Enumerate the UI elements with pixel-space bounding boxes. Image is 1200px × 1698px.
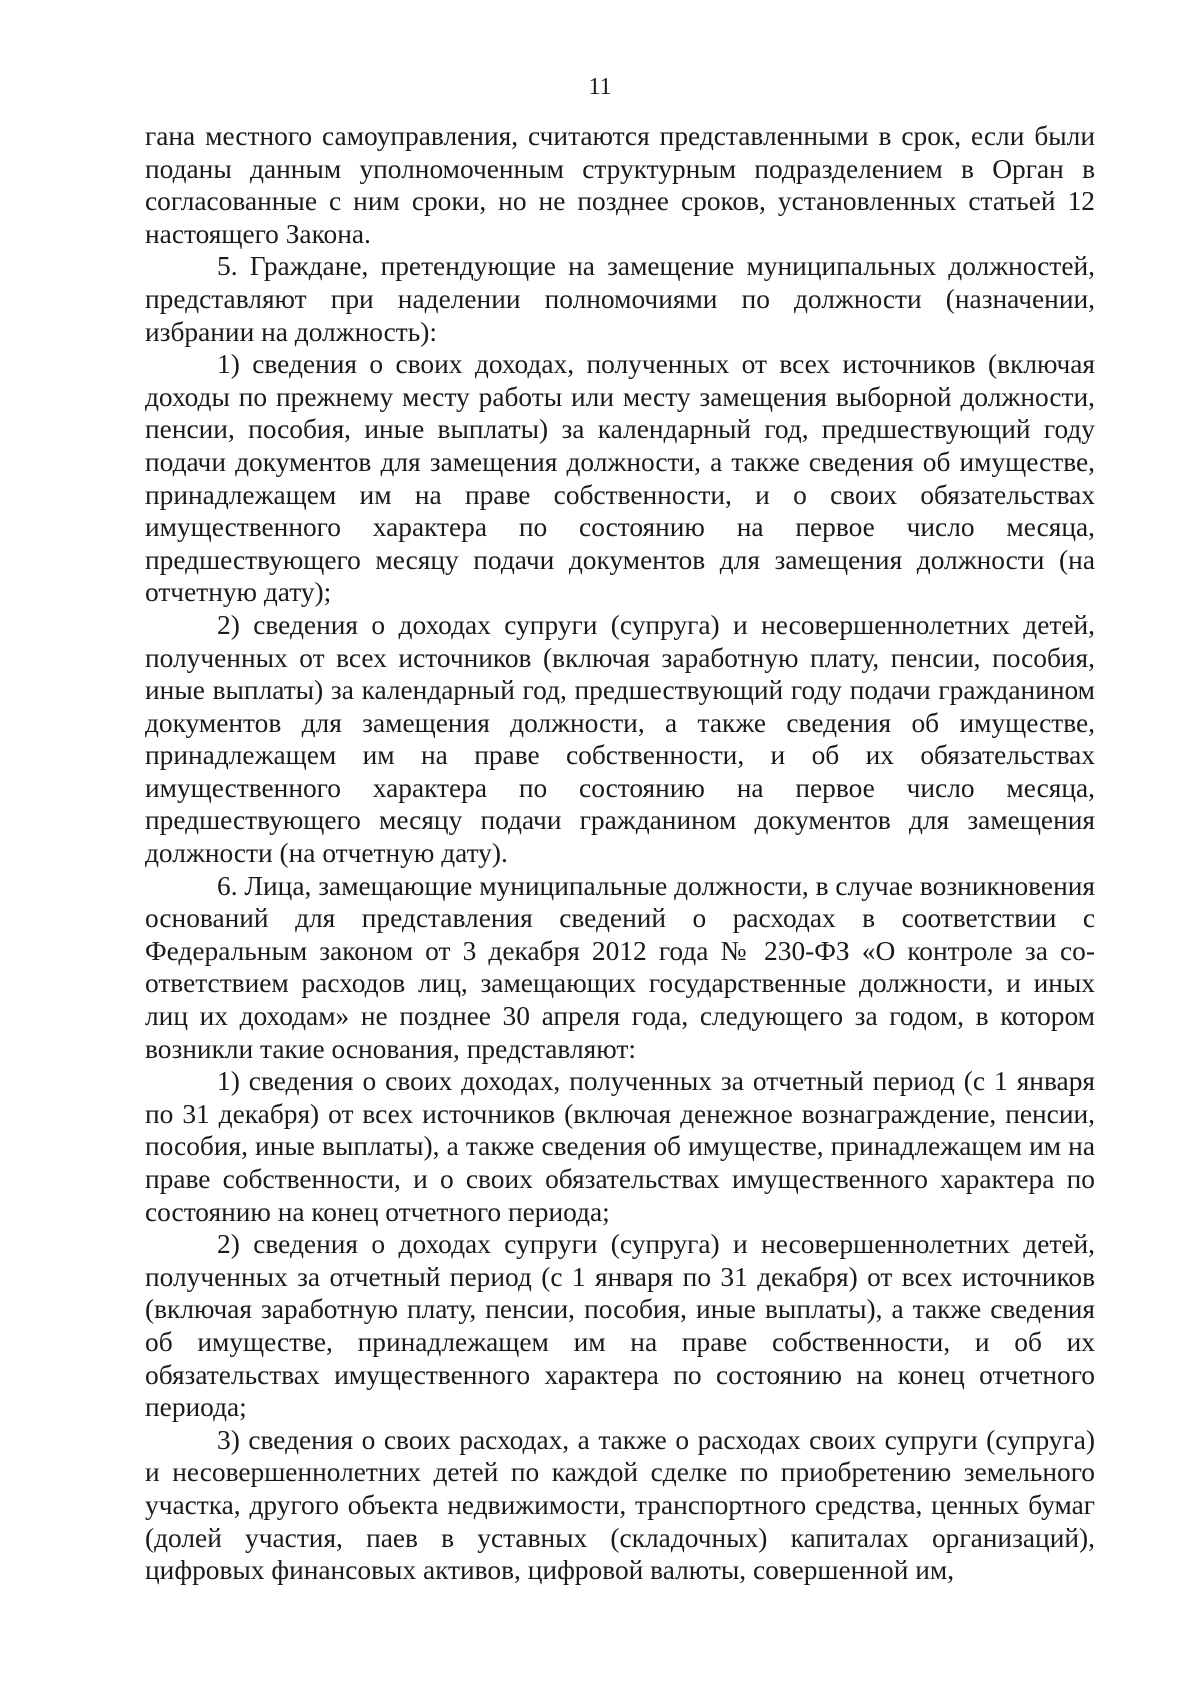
document-body (145, 120, 1095, 1587)
paragraph-continuation: гана местного самоуправления, считаются представленными в срок, если были поданы данным уполномоченным структурным подразделением в Орган в согласованные с ним сроки, но не позднее сроков, установленных статьей 12 настоящего Закона. (145, 121, 1095, 249)
paragraph-clause-5: 5. Граждане, претендующие на замещение муниципальных должностей, представляют при наделении полномочиями по должности (назначении, избрании на должность): (145, 251, 1095, 347)
paragraph-clause-5-item-1: 1) сведения о своих доходах, полученных от всех источников (включая доходы по прежнему месту работы или месту замещения выборной должности, пенсии, пособия, иные выплаты) за календарный год, предшествующий году подачи документов для замещения должности, а также сведения об имуществе, принадлежащем им на праве собственности, и о своих обязательствах имущественного характера по состоянию на первое число месяца, предшествующего месяцу подачи документов для замещения должности (на отчетную дату); (145, 349, 1095, 608)
paragraph-clause-6-item-1: 1) сведения о своих доходах, полученных за отчетный период (с 1 января по 31 декабря) от всех источников (включая денежное вознаграждение, пенсии, пособия, иные выплаты), а также сведения об имуществе, принадлежащем им на праве собственности, и о своих обязательствах имущественного характера по состоянию на конец отчетного периода; (145, 1066, 1095, 1227)
paragraph-clause-6-item-3: 3) сведения о своих расходах, а также о расходах своих супруги (супруга) и несовершеннолетних детей по каждой сделке по приобретению земельного участка, другого объекта недвижимости, транспортного средства, ценных бумаг (долей участия, паев в уставных (складочных) капиталах организаций), цифровых финансовых активов, цифровой валюты, совершенной им, (145, 1424, 1095, 1586)
paragraph-clause-6: 6. Лица, замещающие муниципальные должности, в случае возникновения оснований для представления сведений о расходах в соответствии с Федеральным законом от 3 декабря 2012 года № 230-ФЗ «О контроле за соответствием расходов лиц, замещающих государственные должности, и иных лиц их доходам» не позднее 30 апреля года, следующего за годом, в котором возникли такие основания, представляют: (145, 870, 1095, 1064)
paragraph-clause-5-item-2: 2) сведения о доходах супруги (супруга) и несовершеннолетних детей, полученных от всех источников (включая заработную плату, пенсии, пособия, иные выплаты) за календарный год, предшествующий году подачи гражданином документов для замещения должности, а также сведения об имуществе, принадлежащем им на праве собственности, и об их обязательствах имущественного характера по состоянию на первое число месяца, предшествующего месяцу подачи гражданином документов для замещения должности (на отчетную дату). (145, 609, 1095, 869)
page-number: 11 (588, 74, 612, 100)
paragraph-clause-6-item-2: 2) сведения о доходах супруги (супруга) и несовершеннолетних детей, полученных за отчетный период (с 1 января по 31 декабря) от всех источников (включая заработную плату, пенсии, пособия, иные выплаты), а также сведения об имуществе, принадлежащем им на праве собственности, и об их обязательствах имущественного характера по состоянию на конец отчетного периода; (145, 1229, 1095, 1423)
